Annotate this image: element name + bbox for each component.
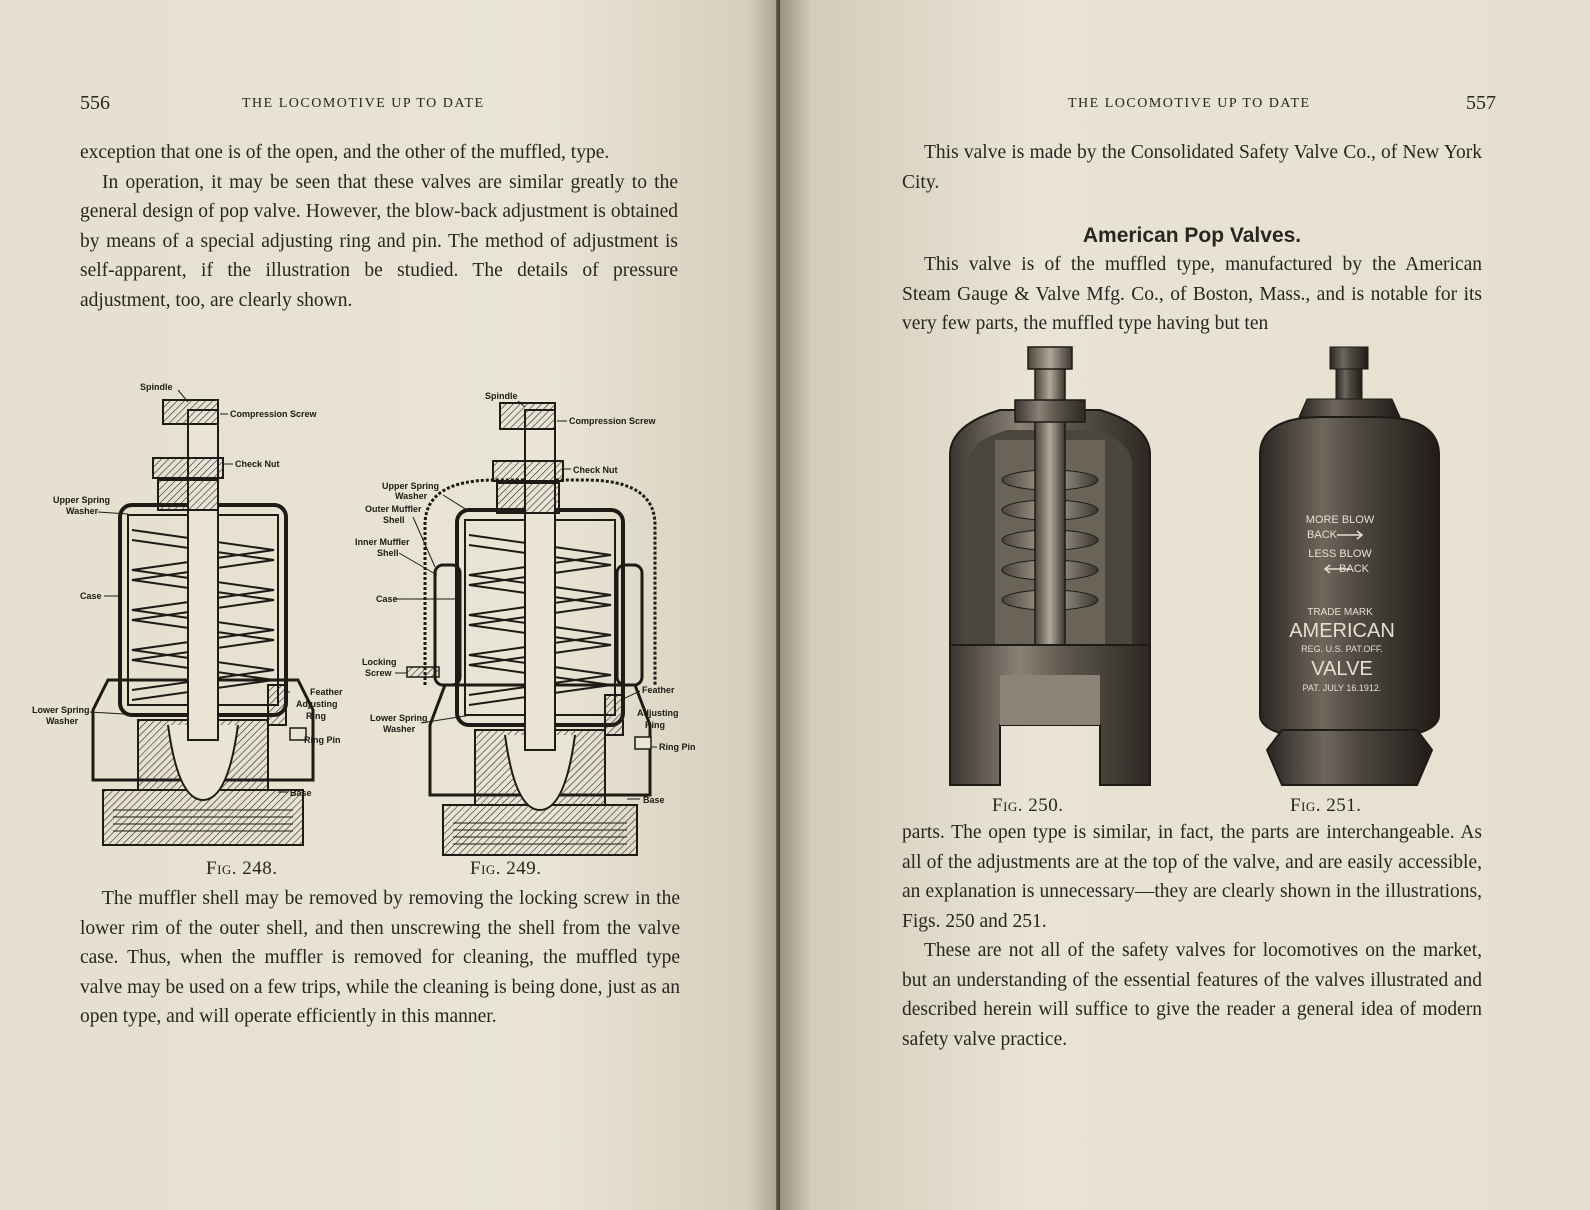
figure-248 <box>28 380 368 860</box>
figure-251 <box>1242 345 1452 800</box>
right-paragraph-3: parts. The open type is similar, in fact, the parts are interchangeable. As all of the adjustments are at the top of the valve, and are easily accessible, an explanation is unnecessary—they are clearly shown in the illustrations, Figs. 250 and 251. <box>902 822 1482 932</box>
fig251-mark-american: AMERICAN <box>1289 620 1395 642</box>
fig249-label-outer-muffler-1: Outer Muffler <box>365 504 422 514</box>
right-paragraph-2: This valve is of the muffled type, manufactured by the American Steam Gauge & Valve Mfg. Co., of Boston, Mass., and is notable for its very few parts, the muffled type having but ten <box>902 254 1482 334</box>
fig248-label-check-nut: Check Nut <box>235 459 280 469</box>
fig251-mark-more-blow: MORE BLOW <box>1305 514 1375 526</box>
page-number-left: 556 <box>80 92 110 114</box>
caption-fig-248-number: 248. <box>242 858 278 879</box>
left-text-top <box>80 138 678 315</box>
fig248-label-upper-spring-1: Upper Spring <box>53 495 111 505</box>
fig251-mark-valve: VALVE <box>1311 658 1373 680</box>
fig248-label-spindle: Spindle <box>140 382 173 392</box>
fig249-label-ring-pin: Ring Pin <box>659 742 696 752</box>
fig249-label-inner-muffler-2: Shell <box>377 548 399 558</box>
caption-fig-251-number: 251. <box>1326 795 1362 816</box>
right-text-top <box>902 138 1482 197</box>
fig249-label-base: Base <box>643 795 665 805</box>
fig248-label-base: Base <box>290 788 312 798</box>
fig249-label-upper-spring-1: Upper Spring <box>382 481 440 491</box>
fig248-label-adjusting-2: Ring <box>306 711 326 721</box>
fig249-label-case: Case <box>376 594 398 604</box>
caption-fig-250 <box>992 795 1064 817</box>
running-head-right: THE LOCOMOTIVE UP TO DATE <box>1068 96 1311 111</box>
fig249-label-inner-muffler-1: Inner Muffler <box>355 537 410 547</box>
left-text-bottom <box>80 884 680 1032</box>
left-paragraph-1: exception that one is of the open, and the other of the muffled, type. <box>80 142 610 163</box>
right-text-bottom <box>902 818 1482 1054</box>
figure-249 <box>355 385 700 865</box>
fig249-label-outer-muffler-2: Shell <box>383 515 405 525</box>
fig251-mark-pat: PAT. JULY 16.1912. <box>1302 683 1382 693</box>
fig248-label-compression-screw: Compression Screw <box>230 409 317 419</box>
caption-fig-249-prefix: Fig. <box>470 858 502 879</box>
fig251-mark-back-1: BACK <box>1307 529 1337 541</box>
fig248-label-lower-spring-2: Washer <box>46 716 79 726</box>
fig251-mark-reg: REG. U.S. PAT.OFF. <box>1301 644 1383 654</box>
fig249-label-spindle: Spindle <box>485 391 518 401</box>
caption-fig-250-number: 250. <box>1028 795 1064 816</box>
fig249-label-locking-2: Screw <box>365 668 392 678</box>
fig248-label-adjusting-1: Adjusting <box>296 699 338 709</box>
fig248-label-ring-pin: Ring Pin <box>304 735 341 745</box>
figure-250 <box>940 345 1160 800</box>
caption-fig-249-number: 249. <box>506 858 542 879</box>
fig249-label-adjusting-1: Adjusting <box>637 708 679 718</box>
right-paragraph-1: This valve is made by the Consolidated Safety Valve Co., of New York City. <box>902 142 1482 193</box>
fig248-label-case: Case <box>80 591 102 601</box>
caption-fig-248-prefix: Fig. <box>206 858 238 879</box>
fig248-label-lower-spring-1: Lower Spring <box>32 705 90 715</box>
running-head-left: THE LOCOMOTIVE UP TO DATE <box>242 96 485 111</box>
page-number-right: 557 <box>1466 92 1496 114</box>
left-paragraph-3: The muffler shell may be removed by removing the locking screw in the lower rim of the outer shell, and then unscrewing the shell from the valve case. Thus, when the muffler is removed for cleaning, the muffled type valve may be used on a few trips, while the cleaning is being done, just as an open type, and will operate efficiently in this manner. <box>80 888 681 1027</box>
fig249-label-feather: Feather <box>642 685 675 695</box>
fig249-label-lower-spring-1: Lower Spring <box>370 713 428 723</box>
fig249-label-upper-spring-2: Washer <box>395 491 428 501</box>
fig251-mark-less-blow: LESS BLOW <box>1308 548 1372 560</box>
left-paragraph-2: In operation, it may be seen that these valves are similar greatly to the general design of pop valve. However, the blow-back adjustment is obtained by means of a special adjusting ring and pin. The method of adjustment is self-apparent, if the illustration be studied. The details of pressure adjustment, too, are clearly shown. <box>80 171 678 311</box>
fig251-mark-back-2: BACK <box>1339 563 1369 575</box>
caption-fig-248 <box>206 858 278 880</box>
fig249-label-check-nut: Check Nut <box>573 465 618 475</box>
right-page <box>780 0 1590 1210</box>
fig249-label-lower-spring-2: Washer <box>383 724 416 734</box>
fig249-label-compression-screw: Compression Screw <box>569 416 656 426</box>
left-page <box>0 0 780 1210</box>
caption-fig-249 <box>470 858 542 880</box>
fig249-label-locking-1: Locking <box>362 657 397 667</box>
right-paragraph-4: These are not all of the safety valves for locomotives on the market, but an understanding of the essential features of the valves illustrated and described herein will suffice to give the reader a general idea of modern safety valve practice. <box>902 940 1482 1050</box>
fig248-label-feather: Feather <box>310 687 343 697</box>
caption-fig-251 <box>1290 795 1362 817</box>
section-heading: American Pop Valves. <box>1082 224 1302 247</box>
caption-fig-250-prefix: Fig. <box>992 795 1024 816</box>
right-text-mid <box>902 250 1482 339</box>
fig249-label-adjusting-2: Ring <box>645 720 665 730</box>
fig251-mark-trade-mark: TRADE MARK <box>1307 607 1373 618</box>
fig248-label-upper-spring-2: Washer <box>66 506 99 516</box>
caption-fig-251-prefix: Fig. <box>1290 795 1322 816</box>
